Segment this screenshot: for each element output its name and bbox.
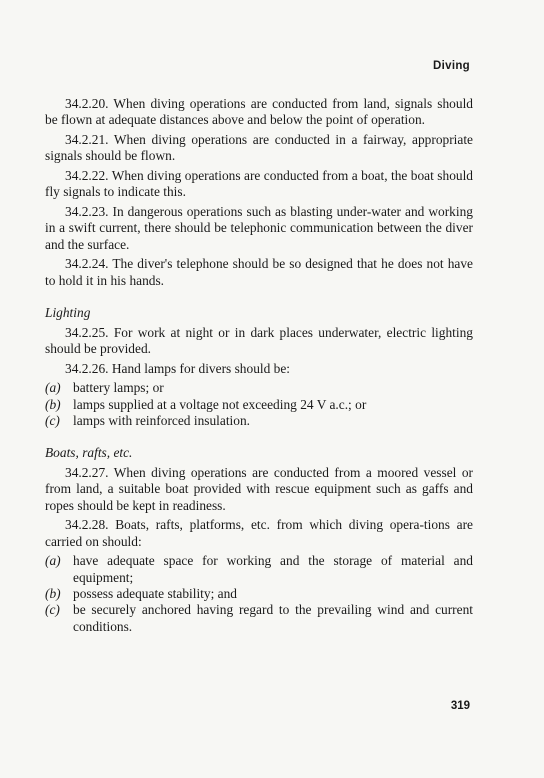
list-item-text: be securely anchored having regard to the prevailing wind and current conditions. — [73, 602, 473, 634]
list-item — [45, 553, 473, 586]
list-item-label: (c) — [45, 602, 60, 618]
page-number: 319 — [450, 700, 470, 712]
paragraph-34-2-22: 34.2.22. When diving operations are conducted from a boat, the boat should fly signals to indicate this. — [45, 168, 473, 200]
list-item-text: lamps supplied at a voltage not exceeding 24 V a.c.; or — [73, 396, 367, 412]
paragraph-34-2-26: 34.2.26. Hand lamps for divers should be: — [65, 360, 291, 376]
boat-requirements-list — [45, 553, 473, 635]
paragraph-34-2-21: 34.2.21. When diving operations are conducted in a fairway, appropriate signals should be flown. — [45, 132, 473, 164]
paragraph-34-2-20: 34.2.20. When diving operations are conducted from land, signals should be flown at adequate distances above and below the point of operation. — [45, 96, 473, 128]
list-item — [45, 397, 473, 413]
list-item — [45, 602, 473, 635]
list-item-label: (c) — [45, 413, 60, 429]
paragraph-34-2-23: 34.2.23. In dangerous operations such as blasting under-water and working in a swift current, there should be telephonic communication between the diver and the surface. — [45, 204, 473, 252]
running-head: Diving — [433, 60, 470, 72]
list-item-label: (a) — [45, 553, 61, 569]
list-item-text: possess adequate stability; and — [73, 586, 238, 602]
paragraph-34-2-25: 34.2.25. For work at night or in dark places underwater, electric lighting should be provided. — [45, 324, 473, 357]
paragraph-34-2-27: 34.2.27. When diving operations are conducted from a moored vessel or from land, a suitable boat provided with rescue equipment such as gaffs and ropes should be kept in readiness. — [45, 464, 473, 513]
list-item-text: battery lamps; or — [73, 380, 164, 396]
list-item — [45, 586, 473, 602]
list-item-text: lamps with reinforced insulation. — [73, 413, 251, 429]
list-item-label: (a) — [45, 380, 61, 396]
list-item-text: have adequate space for working and the storage of material and equipment; — [73, 553, 473, 585]
page-body — [45, 96, 473, 642]
paragraph-34-2-28: 34.2.28. Boats, rafts, platforms, etc. from which diving opera-tions are carried on should: — [45, 517, 473, 549]
list-item-label: (b) — [45, 586, 61, 602]
section-heading-boats: Boats, rafts, etc. — [45, 445, 133, 461]
hand-lamp-list — [45, 380, 473, 429]
section-heading-lighting: Lighting — [45, 305, 91, 321]
paragraph-34-2-24: 34.2.24. The diver's telephone should be so designed that he does not have to hold it in his hands. — [45, 256, 473, 288]
list-item — [45, 413, 473, 429]
list-item-label: (b) — [45, 396, 61, 412]
list-item — [45, 380, 473, 396]
